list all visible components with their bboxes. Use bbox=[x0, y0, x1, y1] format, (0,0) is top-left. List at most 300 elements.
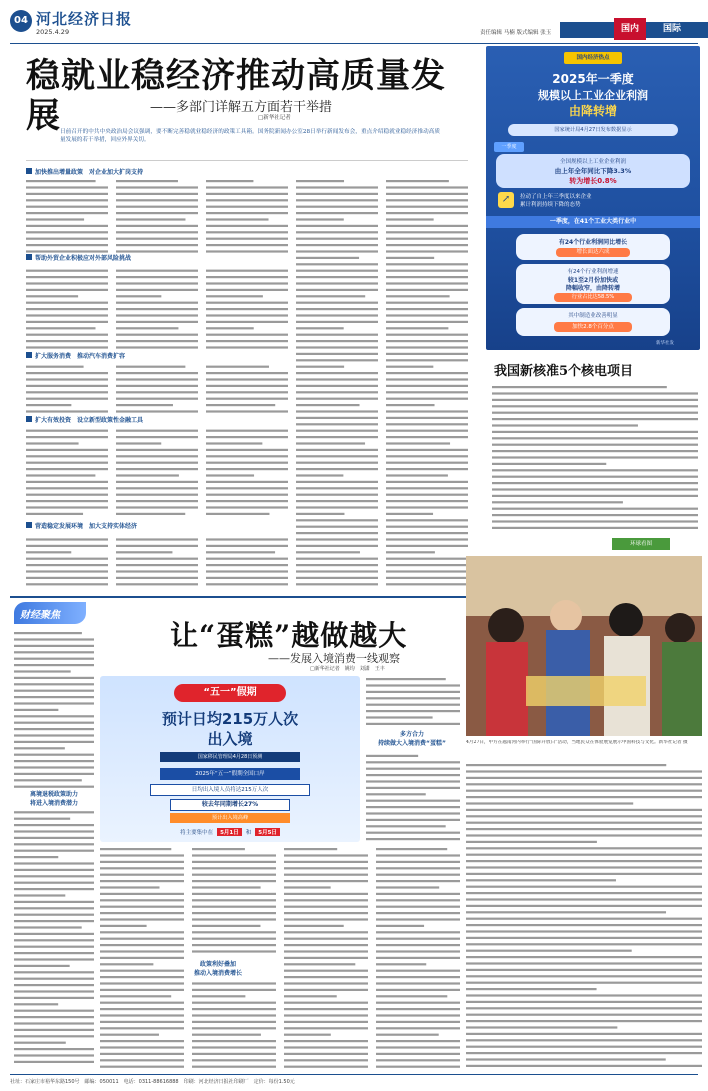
text-line bbox=[366, 819, 460, 821]
text-line bbox=[206, 314, 288, 316]
text-line bbox=[386, 314, 468, 316]
text-line bbox=[376, 1034, 439, 1036]
text-line bbox=[206, 321, 288, 323]
text-line bbox=[116, 250, 198, 252]
text-line bbox=[14, 830, 94, 832]
text-line bbox=[376, 861, 460, 863]
text-line bbox=[206, 391, 288, 393]
stat-card-2 bbox=[516, 264, 670, 304]
text-line bbox=[466, 937, 702, 939]
text-line bbox=[26, 494, 108, 496]
text-line bbox=[386, 468, 468, 470]
text-line bbox=[296, 410, 378, 412]
text-line bbox=[296, 455, 378, 457]
text-line bbox=[466, 1001, 702, 1003]
text-line bbox=[376, 1046, 460, 1048]
text-line bbox=[26, 449, 108, 451]
text-line bbox=[284, 874, 368, 876]
text-line bbox=[376, 1027, 460, 1029]
text-line bbox=[284, 1066, 368, 1068]
issue-date: 2025.4.29 bbox=[36, 28, 70, 36]
text-line bbox=[386, 308, 468, 310]
text-line bbox=[192, 880, 276, 882]
text-line bbox=[296, 263, 378, 265]
text-line bbox=[466, 962, 702, 964]
text-line bbox=[116, 487, 198, 489]
text-line bbox=[386, 218, 434, 220]
subhead-line: 多方合力 bbox=[399, 731, 424, 738]
text-line bbox=[376, 976, 460, 978]
text-line bbox=[100, 1014, 184, 1016]
subhead-marker bbox=[26, 168, 32, 174]
text-line bbox=[26, 474, 95, 476]
text-line bbox=[14, 786, 94, 788]
text-line bbox=[100, 1027, 184, 1029]
text-line bbox=[116, 538, 198, 540]
text-line bbox=[296, 238, 378, 240]
stat-card-1 bbox=[516, 234, 670, 260]
text-line bbox=[284, 1040, 368, 1042]
text-line bbox=[492, 386, 667, 388]
text-line bbox=[14, 702, 94, 704]
text-line bbox=[206, 244, 288, 246]
text-line bbox=[386, 244, 468, 246]
text-line bbox=[296, 327, 344, 329]
text-line bbox=[296, 442, 365, 444]
text-line bbox=[206, 212, 288, 214]
text-line bbox=[376, 899, 460, 901]
text-line bbox=[366, 697, 460, 699]
text-line bbox=[14, 869, 94, 871]
section-tag-international: 国际 bbox=[662, 24, 681, 34]
text-line bbox=[14, 741, 94, 743]
text-line bbox=[466, 905, 702, 907]
text-line bbox=[386, 295, 450, 297]
text-line bbox=[26, 500, 108, 502]
page-number-badge: 04 bbox=[10, 10, 32, 32]
text-line bbox=[206, 404, 275, 406]
text-line bbox=[26, 206, 108, 208]
text-line bbox=[116, 506, 198, 508]
text-line bbox=[192, 995, 245, 997]
text-line bbox=[386, 366, 433, 368]
text-line bbox=[366, 780, 460, 782]
text-line bbox=[14, 926, 82, 928]
text-line bbox=[14, 683, 94, 685]
text-line bbox=[206, 551, 275, 553]
text-line bbox=[192, 906, 276, 908]
text-line bbox=[376, 893, 460, 895]
text-line bbox=[386, 494, 468, 496]
text-line bbox=[116, 340, 198, 342]
text-line bbox=[296, 538, 378, 540]
text-line bbox=[466, 802, 633, 804]
text-line bbox=[14, 722, 94, 724]
text-line bbox=[492, 520, 698, 522]
text-line bbox=[386, 417, 468, 419]
text-line bbox=[466, 834, 702, 836]
text-line bbox=[26, 186, 108, 188]
text-line bbox=[296, 302, 378, 304]
text-line bbox=[14, 843, 94, 845]
text-line bbox=[386, 506, 468, 508]
text-line bbox=[386, 321, 468, 323]
paper-name: 河北经济日报 bbox=[36, 10, 133, 28]
text-line bbox=[296, 276, 378, 278]
text-line bbox=[116, 212, 198, 214]
text-line bbox=[14, 658, 94, 660]
text-line bbox=[14, 728, 94, 730]
text-line bbox=[206, 494, 288, 496]
text-line bbox=[206, 564, 288, 566]
text-line bbox=[26, 391, 108, 393]
text-line bbox=[284, 912, 368, 914]
text-line bbox=[296, 199, 378, 201]
text-line bbox=[14, 856, 58, 858]
text-line bbox=[14, 677, 94, 679]
text-line bbox=[116, 193, 198, 195]
text-line bbox=[284, 982, 368, 984]
text-line bbox=[192, 938, 276, 940]
text-line bbox=[492, 527, 698, 529]
text-line bbox=[466, 790, 702, 792]
text-line bbox=[366, 774, 460, 776]
peak-date-1: 5月1日 bbox=[217, 828, 242, 836]
text-line bbox=[466, 854, 702, 856]
text-line bbox=[386, 442, 450, 444]
text-line bbox=[296, 494, 378, 496]
text-line bbox=[386, 398, 468, 400]
text-line bbox=[26, 231, 108, 233]
text-line bbox=[376, 874, 460, 876]
text-line bbox=[296, 474, 343, 476]
text-line bbox=[386, 519, 468, 521]
text-line bbox=[26, 199, 108, 201]
text-line bbox=[386, 186, 468, 188]
infographic-tag: 国内经济热点 bbox=[564, 52, 622, 64]
text-line bbox=[116, 289, 198, 291]
text-line bbox=[116, 455, 198, 457]
text-line bbox=[492, 424, 638, 426]
text-line bbox=[296, 481, 378, 483]
text-line bbox=[116, 378, 198, 380]
text-line bbox=[116, 430, 198, 432]
text-line bbox=[206, 468, 288, 470]
body-text-texture bbox=[466, 762, 702, 1070]
text-line bbox=[296, 359, 378, 361]
text-line bbox=[14, 690, 94, 692]
text-line bbox=[466, 892, 702, 894]
text-line bbox=[116, 551, 172, 553]
text-line bbox=[296, 372, 378, 374]
text-line bbox=[100, 1046, 184, 1048]
text-line bbox=[296, 378, 378, 380]
text-line bbox=[206, 302, 288, 304]
text-line bbox=[386, 526, 468, 528]
text-line bbox=[376, 867, 460, 869]
text-line bbox=[296, 193, 378, 195]
text-line bbox=[366, 800, 460, 802]
text-line bbox=[492, 495, 698, 497]
text-line bbox=[26, 462, 108, 464]
text-line bbox=[116, 564, 198, 566]
q1-card bbox=[496, 154, 690, 188]
subhead-line: 将进入境消费潜力 bbox=[29, 800, 78, 807]
text-line bbox=[26, 295, 78, 297]
finance-left-column bbox=[14, 630, 94, 1070]
text-line bbox=[100, 1021, 184, 1023]
text-line bbox=[376, 957, 460, 959]
text-line bbox=[206, 481, 288, 483]
text-line bbox=[192, 1046, 276, 1048]
text-line bbox=[14, 888, 94, 890]
section-tag-domestic: 国内 bbox=[614, 18, 646, 40]
text-line bbox=[376, 918, 460, 920]
text-line bbox=[116, 500, 198, 502]
text-line bbox=[100, 848, 171, 850]
text-line bbox=[26, 583, 108, 585]
text-line bbox=[100, 976, 184, 978]
finance-subtitle: ——发展入境消费一线观察 bbox=[268, 652, 400, 665]
text-line bbox=[206, 487, 288, 489]
text-line bbox=[192, 982, 276, 984]
text-line bbox=[100, 893, 184, 895]
text-line bbox=[26, 250, 108, 252]
text-line bbox=[116, 225, 198, 227]
text-line bbox=[376, 854, 460, 856]
text-line bbox=[14, 990, 94, 992]
text-line bbox=[116, 186, 198, 188]
text-line bbox=[466, 841, 597, 843]
text-line bbox=[206, 186, 288, 188]
mayday-stat-c: 预计出入境高峰 bbox=[170, 813, 290, 823]
text-line bbox=[492, 469, 698, 471]
text-line bbox=[386, 231, 468, 233]
body-text-texture bbox=[26, 178, 468, 592]
text-line bbox=[296, 206, 378, 208]
text-line bbox=[206, 436, 288, 438]
text-line bbox=[116, 244, 198, 246]
text-line bbox=[296, 468, 378, 470]
text-line bbox=[206, 506, 288, 508]
text-line bbox=[100, 880, 184, 882]
text-line bbox=[14, 632, 82, 634]
text-line bbox=[466, 1033, 702, 1035]
stat-2-line-4: 行业占比达58.5% bbox=[554, 293, 632, 302]
text-line bbox=[376, 938, 460, 940]
text-line bbox=[296, 423, 378, 425]
text-line bbox=[26, 346, 108, 348]
infographic-credit: 新华社发 bbox=[656, 341, 674, 346]
text-line bbox=[296, 417, 378, 419]
text-line bbox=[100, 982, 184, 984]
text-line bbox=[284, 1059, 368, 1061]
text-line bbox=[296, 513, 344, 515]
text-line bbox=[206, 538, 288, 540]
lead-body-columns bbox=[26, 178, 468, 592]
text-line bbox=[206, 462, 288, 464]
text-line bbox=[386, 378, 468, 380]
text-line bbox=[100, 970, 184, 972]
text-line bbox=[284, 1002, 368, 1004]
text-line bbox=[386, 372, 468, 374]
text-line bbox=[192, 886, 261, 888]
text-line bbox=[116, 513, 185, 515]
text-line bbox=[492, 444, 698, 446]
text-line bbox=[14, 882, 94, 884]
text-line bbox=[376, 944, 460, 946]
text-line bbox=[116, 238, 198, 240]
text-line bbox=[296, 449, 378, 451]
text-line bbox=[116, 474, 179, 476]
text-line bbox=[14, 1003, 58, 1005]
text-line bbox=[284, 1034, 331, 1036]
text-line bbox=[386, 276, 468, 278]
text-line bbox=[376, 950, 460, 952]
text-line bbox=[376, 886, 439, 888]
text-line bbox=[14, 1016, 94, 1018]
text-line bbox=[192, 893, 276, 895]
crowd-photo-image bbox=[466, 556, 702, 736]
text-line bbox=[116, 327, 178, 329]
text-line bbox=[26, 327, 96, 329]
text-line bbox=[386, 385, 468, 387]
text-line bbox=[366, 691, 460, 693]
text-line bbox=[386, 558, 468, 560]
text-line bbox=[206, 289, 288, 291]
text-line bbox=[14, 1010, 94, 1012]
editor-credits: 责任编辑 马楠 版式编辑 张玉 bbox=[480, 30, 552, 36]
text-line bbox=[284, 1008, 368, 1010]
text-line bbox=[296, 340, 378, 342]
subhead-text: 加快推出增量政策 对企业加大扩岗支持 bbox=[35, 168, 144, 176]
text-line bbox=[26, 372, 108, 374]
text-line bbox=[366, 812, 460, 814]
text-line bbox=[192, 989, 276, 991]
text-line bbox=[296, 583, 378, 585]
text-line bbox=[466, 764, 666, 766]
text-line bbox=[14, 773, 94, 775]
text-line bbox=[206, 238, 288, 240]
lead-subtitle: ——多部门详解五方面若干举措 bbox=[150, 100, 333, 115]
lead-byline: □新华社记者 bbox=[258, 115, 291, 121]
text-line bbox=[116, 321, 198, 323]
text-line bbox=[296, 289, 378, 291]
text-line bbox=[386, 551, 435, 553]
text-line bbox=[466, 770, 702, 772]
text-line bbox=[14, 914, 94, 916]
mayday-peak-row bbox=[130, 826, 330, 838]
text-line bbox=[296, 545, 378, 547]
text-line bbox=[14, 971, 94, 973]
text-line bbox=[296, 314, 378, 316]
text-line bbox=[26, 468, 108, 470]
text-line bbox=[26, 334, 108, 336]
text-line bbox=[492, 476, 698, 478]
photo-article-body bbox=[466, 762, 702, 1070]
mayday-headline-1: 预计日均215万人次 bbox=[161, 710, 299, 728]
text-line bbox=[296, 308, 378, 310]
text-line bbox=[492, 488, 698, 490]
text-line bbox=[284, 938, 368, 940]
text-line bbox=[116, 334, 198, 336]
text-line bbox=[26, 270, 108, 272]
text-line bbox=[14, 837, 94, 839]
text-line bbox=[206, 346, 288, 348]
text-line bbox=[296, 270, 378, 272]
text-line bbox=[284, 963, 355, 965]
text-line bbox=[386, 532, 468, 534]
text-line bbox=[14, 734, 94, 736]
text-line bbox=[26, 218, 84, 220]
text-line bbox=[26, 289, 108, 291]
text-line bbox=[284, 1053, 368, 1055]
text-line bbox=[116, 231, 198, 233]
text-line bbox=[466, 1020, 702, 1022]
text-line bbox=[26, 404, 71, 406]
text-line bbox=[14, 696, 94, 698]
text-line bbox=[192, 1034, 261, 1036]
text-line bbox=[386, 474, 448, 476]
text-line bbox=[192, 1021, 276, 1023]
text-line bbox=[206, 250, 288, 252]
text-line bbox=[206, 545, 288, 547]
text-line bbox=[14, 638, 94, 640]
text-line bbox=[296, 334, 378, 336]
text-line bbox=[14, 1042, 66, 1044]
text-line bbox=[376, 982, 460, 984]
body-text-texture bbox=[100, 846, 460, 1070]
text-line bbox=[386, 327, 448, 329]
text-line bbox=[296, 244, 378, 246]
text-line bbox=[116, 346, 198, 348]
text-line bbox=[296, 430, 378, 432]
text-line bbox=[296, 218, 344, 220]
finance-byline: □新华社记者 姚均 刘潇 王丰 bbox=[310, 666, 385, 672]
text-line bbox=[466, 1026, 617, 1028]
text-line bbox=[284, 931, 368, 933]
text-line bbox=[466, 943, 702, 945]
text-line bbox=[386, 430, 468, 432]
text-line bbox=[192, 950, 276, 952]
text-line bbox=[192, 1040, 276, 1042]
mayday-source: 国家移民管理局4月28日预测 bbox=[160, 752, 300, 762]
text-line bbox=[492, 482, 698, 484]
text-line bbox=[206, 340, 288, 342]
text-line bbox=[366, 761, 460, 763]
text-line bbox=[284, 906, 368, 908]
text-line bbox=[366, 755, 418, 757]
text-line bbox=[366, 710, 460, 712]
text-line bbox=[14, 939, 94, 941]
text-line bbox=[116, 391, 198, 393]
text-line bbox=[26, 442, 79, 444]
subhead-line: 政策利好叠加 bbox=[199, 961, 236, 968]
text-line bbox=[206, 558, 288, 560]
text-line bbox=[26, 570, 108, 572]
text-line bbox=[100, 874, 184, 876]
text-line bbox=[366, 806, 460, 808]
text-line bbox=[14, 850, 94, 852]
text-line bbox=[492, 501, 623, 503]
text-line bbox=[206, 218, 269, 220]
text-line bbox=[116, 404, 173, 406]
text-line bbox=[296, 487, 378, 489]
text-line bbox=[206, 180, 253, 182]
text-line bbox=[284, 880, 368, 882]
text-line bbox=[284, 861, 368, 863]
text-line bbox=[192, 854, 276, 856]
